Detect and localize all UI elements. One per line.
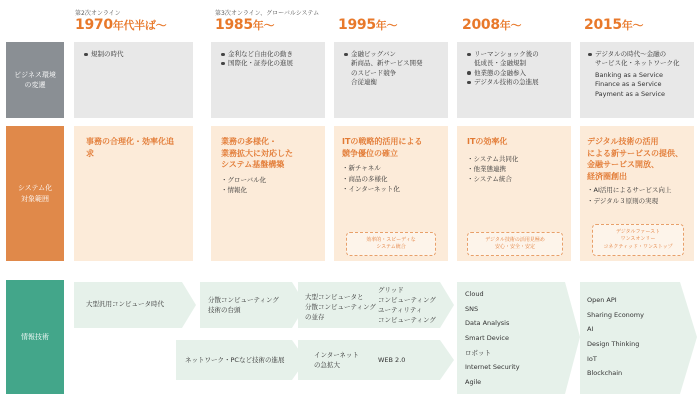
era-subtitle-1985: 第3次オンライン、グローバルシステム [215,10,320,17]
system-heading: 金融サービス開放、 [587,160,659,170]
tech-network: ネットワーク・PCなど技術の進展 [185,356,285,364]
business-item-cont: Payment as a Service [595,89,666,98]
system-item: ・AI活用によるサービス向上 [587,186,672,195]
business-item-cont: のスピード競争 [351,68,397,77]
tech-list-2008 [465,287,520,389]
system-heading: 事務の合理化・効率化追求 [86,137,174,158]
row-label-tech-text: 情報技術 [21,332,49,341]
system-heading: システム基盤構築 [221,160,285,170]
system-item: ・新チャネル [342,164,381,173]
era-year-1985: 1985年〜 [215,17,275,33]
tech-list-item: Sharing Economy [587,310,644,319]
system-heading: ITの効率化 [467,137,508,146]
system-item: ・インターネット化 [342,184,400,193]
row-label-system-line1: システム化 [17,184,53,192]
business-item-cont: Finance as a Service [595,80,662,89]
system-note-2015: デジタルファースト ワンスオンリー コネクティッド・ワンストップ [592,224,684,256]
tech-grid: グリッド コンピューティング [378,286,436,304]
business-item: リーマンショック後の [467,50,561,59]
business-item: 他業態の金融参入 [467,69,561,78]
tech-list-item: Open API [587,296,617,304]
tech-web2: WEB 2.0 [378,356,406,364]
system-item: ・情報化 [221,186,247,195]
tech-list-item: IoT [587,354,597,363]
system-item: ・システム統合 [467,175,512,184]
tech-internet: インターネット の急拡大 [314,351,359,369]
tech-list-item: SNS [465,304,479,313]
row-label-business-line2: の変遷 [24,81,46,89]
business-item: 金融ビッグバン [344,50,438,59]
business-item-cont: 低成長・金融規制 [474,59,526,68]
system-heading: による新サービスの提供、 [587,148,683,158]
row-label-system-line2: 対象範囲 [21,194,49,203]
system-heading: ITの戦略的活用による [342,137,423,146]
row-label-business-line1: ビジネス環境 [14,70,56,79]
business-item: 規制の時代 [84,50,183,59]
business-item: デジタル技術の急進展 [467,78,561,87]
tech-list-item: ロボット [465,348,491,357]
business-item: 国際化・証券化の進展 [221,59,315,68]
tech-list-item: Blockchain [587,369,623,378]
system-item: ・他業態連携 [467,164,506,173]
business-item-cont: Banking as a Service [595,70,663,79]
business-item-cont: 新商品、新サービス開発 [351,59,423,68]
tech-mainframe: 大型汎用コンピュータ時代 [86,300,164,308]
tech-list-item: Agile [465,377,482,386]
system-note-1995: 効率的・スピーディな システム統合 [346,232,436,256]
system-item: ・商品の多様化 [342,174,388,183]
system-heading: 業務の多様化・ [221,137,277,146]
business-item: デジタルの時代〜金融の [588,50,686,59]
system-heading: 業務拡大に対応した [221,148,293,158]
tech-list-item: AI [587,325,594,334]
system-note-2008: デジタル技術の活用見極め 安心・安全・安定 [467,232,563,256]
tech-coexist: 大型コンピュータと 分散コンピューティング の並存 [305,293,376,321]
system-item: ・システム共同化 [467,154,519,163]
era-year-1995: 1995年〜 [338,17,398,33]
era-year-2015: 2015年〜 [584,17,644,33]
system-item: ・デジタル３原則の実現 [587,196,659,205]
era-year-1970: 1970年代半ば〜 [75,17,167,33]
system-heading: 経済圏創出 [587,171,627,181]
tech-list-item: Cloud [465,290,484,298]
era-year-2008: 2008年〜 [462,17,522,33]
system-heading: 競争優位の確立 [342,148,398,158]
tech-distributed: 分散コンピューティング 技術の台頭 [208,296,279,314]
business-item-cont: サービス化・ネットワーク化 [595,59,680,68]
tech-list-item: Internet Security [465,363,520,372]
tech-list-2015 [587,293,644,381]
tech-utility: ユーティリティ コンピューティング [378,306,436,324]
business-item: 金利など自由化の動き [221,50,315,59]
tech-list-item: Design Thinking [587,339,640,348]
tech-list-item: Smart Device [465,333,509,342]
system-heading: デジタル技術の活用 [587,137,659,146]
tech-list-item: Data Analysis [465,319,510,328]
system-item: ・グローバル化 [221,175,267,184]
era-subtitle-1970: 第2次オンライン [75,10,121,17]
business-item-cont: 合従連衡 [351,78,377,87]
